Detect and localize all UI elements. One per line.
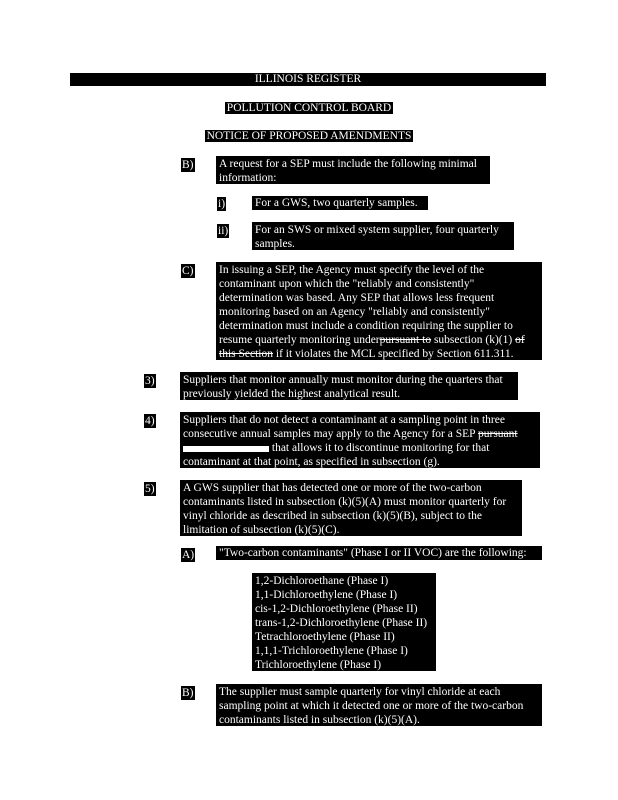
text-run: consecutive annual samples may apply to the Agency for a SEP <box>183 428 478 440</box>
item-ii-line: samples. <box>255 238 295 250</box>
item-b2-text <box>216 684 542 726</box>
item-i-line: For a GWS, two quarterly samples. <box>255 197 418 209</box>
text-run: that allows it to discontinue monitoring for that <box>269 442 490 454</box>
struck-text: this Section <box>219 348 273 360</box>
item-4-label: 4) <box>145 415 155 427</box>
redaction-mark <box>183 444 269 452</box>
notice-heading <box>0 129 618 143</box>
item-ii-label: ii) <box>218 225 229 237</box>
text-run: resume quarterly monitoring under <box>219 334 380 346</box>
item-5-line: limitation of subsection (k)(5)(C). <box>183 524 340 536</box>
item-c-line: contaminant upon which the "reliably and consistently" <box>219 278 475 290</box>
contaminant-list <box>252 573 436 671</box>
list-item: trans-1,2-Dichloroethylene (Phase II) <box>255 617 428 629</box>
item-c-label: C) <box>182 265 194 277</box>
item-ii-text <box>252 222 514 250</box>
item-c-text <box>216 262 542 360</box>
register-title: ILLINOIS REGISTER <box>254 73 362 85</box>
item-b-text <box>216 156 490 184</box>
list-item: 1,1-Dichloroethylene (Phase I) <box>255 589 398 601</box>
item-b2-line: sampling point at which it detected one or more of the two-carbon <box>219 700 524 712</box>
item-4-line: Suppliers that do not detect a contaminant at a sampling point in three <box>183 414 505 426</box>
text-run: subsection (k)(1) <box>431 334 516 346</box>
item-c-line <box>219 333 539 347</box>
item-3-text <box>180 372 518 400</box>
struck-text: pursuant to <box>379 334 432 346</box>
item-ii-line: For an SWS or mixed system supplier, four quarterly <box>255 224 499 236</box>
list-item: cis-1,2-Dichloroethylene (Phase II) <box>255 603 418 615</box>
struck-text: of <box>515 334 525 346</box>
item-b-line: A request for a SEP must include the following minimal <box>219 158 477 170</box>
item-5-line: vinyl chloride as described in subsection (k)(5)(B), subject to the <box>183 510 482 522</box>
list-item: Trichloroethylene (Phase I) <box>255 659 382 671</box>
list-item: Tetrachloroethylene (Phase II) <box>255 631 395 643</box>
item-b-line: information: <box>219 172 277 184</box>
item-4-line <box>183 427 537 441</box>
struck-text: pursuant <box>478 428 518 440</box>
register-bar <box>70 73 546 86</box>
item-c-line <box>219 347 539 361</box>
item-c-line: In issuing a SEP, the Agency must specify the level of the <box>219 264 485 276</box>
item-b2-line: The supplier must sample quarterly for vinyl chloride at each <box>219 686 501 698</box>
item-b-label: B) <box>182 159 194 171</box>
item-5-label: 5) <box>145 483 155 495</box>
item-3-line: Suppliers that monitor annually must monitor during the quarters that <box>183 374 503 386</box>
item-3-line: previously yielded the highest analytical result. <box>183 388 401 400</box>
item-b2-line: contaminants listed in subsection (k)(5)(A). <box>219 714 420 726</box>
item-5-line: A GWS supplier that has detected one or more of the two-carbon <box>183 482 482 494</box>
board-heading <box>0 101 618 115</box>
board-title: POLLUTION CONTROL BOARD <box>226 102 392 114</box>
item-a-line: "Two-carbon contaminants" (Phase I or II VOC) are the following: <box>219 547 527 559</box>
notice-title: NOTICE OF PROPOSED AMENDMENTS <box>206 130 412 142</box>
item-c-line: monitoring based on an Agency "reliably and consistently" <box>219 306 490 318</box>
item-3-label: 3) <box>145 375 155 387</box>
item-4-line <box>183 441 537 455</box>
text-run: if it violates the MCL specified by Section 611.311. <box>273 348 514 360</box>
list-item: 1,1,1-Trichloroethylene (Phase I) <box>255 645 408 657</box>
item-c-line: determination was based. Any SEP that allows less frequent <box>219 292 495 304</box>
item-4-line: contaminant at that point, as specified in subsection (g). <box>183 456 440 468</box>
item-5-text <box>180 480 522 536</box>
item-i-text <box>252 196 428 210</box>
item-c-line: determination must include a condition requiring the supplier to <box>219 320 513 332</box>
list-item: 1,2-Dichloroethane (Phase I) <box>255 575 389 587</box>
item-5-line: contaminants listed in subsection (k)(5)(A) must monitor quarterly for <box>183 496 507 508</box>
item-a-text <box>216 546 542 560</box>
item-i-label: i) <box>218 198 226 210</box>
item-a-label: A) <box>182 549 195 561</box>
item-4-text <box>180 412 540 468</box>
item-b2-label: B) <box>182 687 194 699</box>
